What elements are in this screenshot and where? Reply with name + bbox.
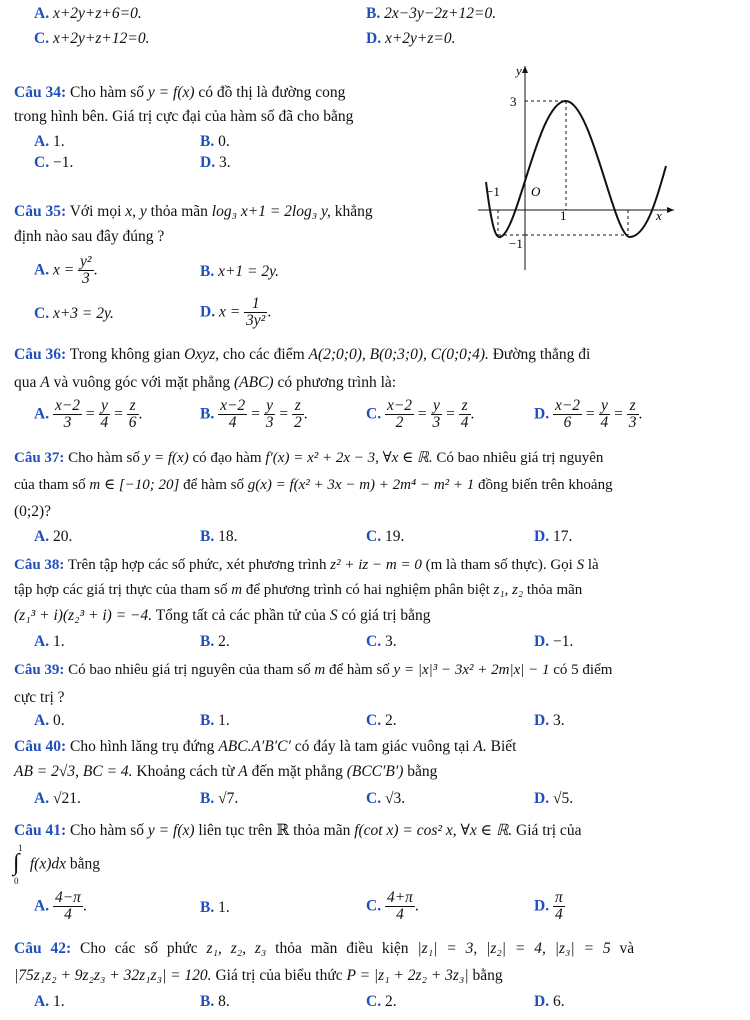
q37-option-a: A. 20.	[34, 528, 73, 545]
q33-option-a: A. x+2y+z+6=0.	[34, 5, 142, 22]
q39-option-b: B. 1.	[200, 712, 230, 729]
q40-option-d: D. √5.	[534, 790, 574, 807]
q41-option-d: D. $\frac{\pi}{4}$	[534, 889, 563, 924]
q36-stem: Câu 36: Trong không gian Oxyz, cho các điểm A(2;0;0), B(0;3;0), C(0;0;4). Đường thẳng đi	[14, 346, 591, 363]
q39-option-a: A. 0.	[34, 712, 65, 729]
q41-option-c: C. $\frac{4+\pi}{4}$ .	[366, 889, 419, 924]
q40-option-a: A. √21.	[34, 790, 81, 807]
q38-stem: Câu 38: Trên tập hợp các số phức, xét phương trình z² + iz − m = 0 (m là tham số thực). Gọi S là	[14, 557, 599, 573]
q37-stem-line3: (0;2)?	[14, 503, 52, 520]
q35-option-a: A. x = $\frac{\text{y²}}{3}$ .	[34, 253, 98, 288]
q36-option-d: D. $\frac{x-2}{6}$ = $\frac{y}{4}$ = $\frac{z}{3}$ .	[534, 397, 643, 432]
q40-option-b: B. √7.	[200, 790, 239, 807]
q42-stem-line2: |75z₁z₂ + 9z₂z₃ + 32z₁z₃| = 120. Giá trị của biểu thức P = |z₁ + 2z₂ + 3z₃| bằng	[14, 967, 503, 984]
q39-stem-line2: cực trị ?	[14, 689, 65, 706]
q38-option-d: D. −1.	[534, 633, 574, 650]
q34-option-c: C. −1.	[34, 154, 74, 171]
function-curve	[486, 101, 666, 237]
q42-stem: Câu 42: Cho các số phức z₁, z₂, z₃ thỏa mãn điều kiện |z₁| = 3, |z₂| = 4, |z₃| = 5 và	[14, 940, 635, 957]
q40-option-c: C. √3.	[366, 790, 406, 807]
function-graph	[478, 62, 678, 270]
q34-option-d: D. 3.	[200, 154, 231, 171]
q42-option-a: A. 1.	[34, 993, 65, 1010]
q36-option-c: C. $\frac{x-2}{2}$ = $\frac{y}{3}$ = $\frac{z}{4}$ .	[366, 397, 475, 432]
q33-option-b: B. 2x−3y−2z+12=0.	[366, 5, 497, 22]
q42-option-b: B. 8.	[200, 993, 230, 1010]
q37-stem: Câu 37: Cho hàm số y = f(x) có đạo hàm f′(x) = x² + 2x − 3, ∀x ∈ ℝ. Có bao nhiêu giá trị nguyên	[14, 450, 604, 466]
q38-option-c: C. 3.	[366, 633, 397, 650]
q41-integral: 1 ∫ 0 f(x)dx bằng	[13, 843, 101, 886]
q33-option-d: D. x+2y+z=0.	[366, 30, 456, 47]
q34-option-b: B. 0.	[200, 133, 230, 150]
q38-option-b: B. 2.	[200, 633, 230, 650]
q40-stem: Câu 40: Cho hình lăng trụ đứng ABC.A′B′C′ có đáy là tam giác vuông tại A. Biết	[14, 738, 517, 755]
q36-stem-line2: qua A và vuông góc với mặt phẳng (ABC) có phương trình là:	[14, 374, 397, 391]
y-axis-label: y	[516, 63, 522, 78]
q41-stem: Câu 41: Cho hàm số y = f(x) liên tục trên ℝ thỏa mãn f(cot x) = cos² x, ∀x ∈ ℝ. Giá trị của	[14, 822, 582, 839]
q33-option-c: C. x+2y+z+12=0.	[34, 30, 150, 47]
q42-option-c: C. 2.	[366, 993, 397, 1010]
q37-stem-line2: của tham số m ∈ [−10; 20] để hàm số g(x) = f(x² + 3x − m) + 2m⁴ − m² + 1 đồng biến trên khoảng	[14, 477, 613, 493]
q35-option-c: C. x+3 = 2y.	[34, 305, 114, 322]
x-axis-label: x	[656, 208, 662, 223]
q39-option-d: D. 3.	[534, 712, 565, 729]
q41-option-a: A. $\frac{4-\pi}{4}$ .	[34, 889, 87, 924]
q35-option-d: D. x = $\frac{1}{\text{3y²}}$ .	[200, 295, 272, 330]
q36-option-b: B. $\frac{x-2}{4}$ = $\frac{y}{3}$ = $\frac{z}{2}$ .	[200, 397, 308, 432]
tick-label-neg1-y: −1	[509, 236, 523, 251]
q38-option-a: A. 1.	[34, 633, 65, 650]
q39-stem: Câu 39: Có bao nhiêu giá trị nguyên của tham số m để hàm số y = |x|³ − 3x² + 2m|x| − 1 có 5 điểm	[14, 662, 613, 678]
q35-stem: Câu 35: Với mọi x, y thỏa mãn log₃ x+1 = 2log₃ y, khẳng	[14, 203, 373, 220]
tick-label-neg1-x: −1	[486, 184, 500, 199]
tick-label-1-x: 1	[560, 208, 567, 223]
q39-option-c: C. 2.	[366, 712, 397, 729]
tick-label-3: 3	[510, 94, 517, 109]
q35-stem-line2: định nào sau đây đúng ?	[14, 228, 165, 245]
q36-option-a: A. $\frac{x-2}{3}$ = $\frac{y}{4}$ = $\frac{z}{6}$ .	[34, 397, 143, 432]
q34-stem: Câu 34: Cho hàm số y = f(x) có đồ thị là đường cong	[14, 84, 346, 101]
q37-option-c: C. 19.	[366, 528, 405, 545]
q40-stem-line2: AB = 2√3, BC = 4. Khoảng cách từ A đến mặt phẳng (BCC′B′) bằng	[14, 763, 438, 780]
q34-option-a: A. 1.	[34, 133, 65, 150]
origin-label: O	[531, 184, 541, 199]
q41-option-b: B. 1.	[200, 899, 230, 916]
q38-stem-line2: tập hợp các giá trị thực của tham số m để phương trình có hai nghiệm phân biệt z₁, z₂ thỏa mãn	[14, 582, 583, 598]
q35-option-b: B. x+1 = 2y.	[200, 263, 280, 280]
q42-option-d: D. 6.	[534, 993, 565, 1010]
q37-option-d: D. 17.	[534, 528, 573, 545]
q37-option-b: B. 18.	[200, 528, 238, 545]
q38-stem-line3: (z₁³ + i)(z₂³ + i) = −4. Tổng tất cả các phần tử của S có giá trị bằng	[14, 607, 431, 624]
q34-stem-line2: trong hình bên. Giá trị cực đại của hàm số đã cho bằng	[14, 108, 354, 125]
